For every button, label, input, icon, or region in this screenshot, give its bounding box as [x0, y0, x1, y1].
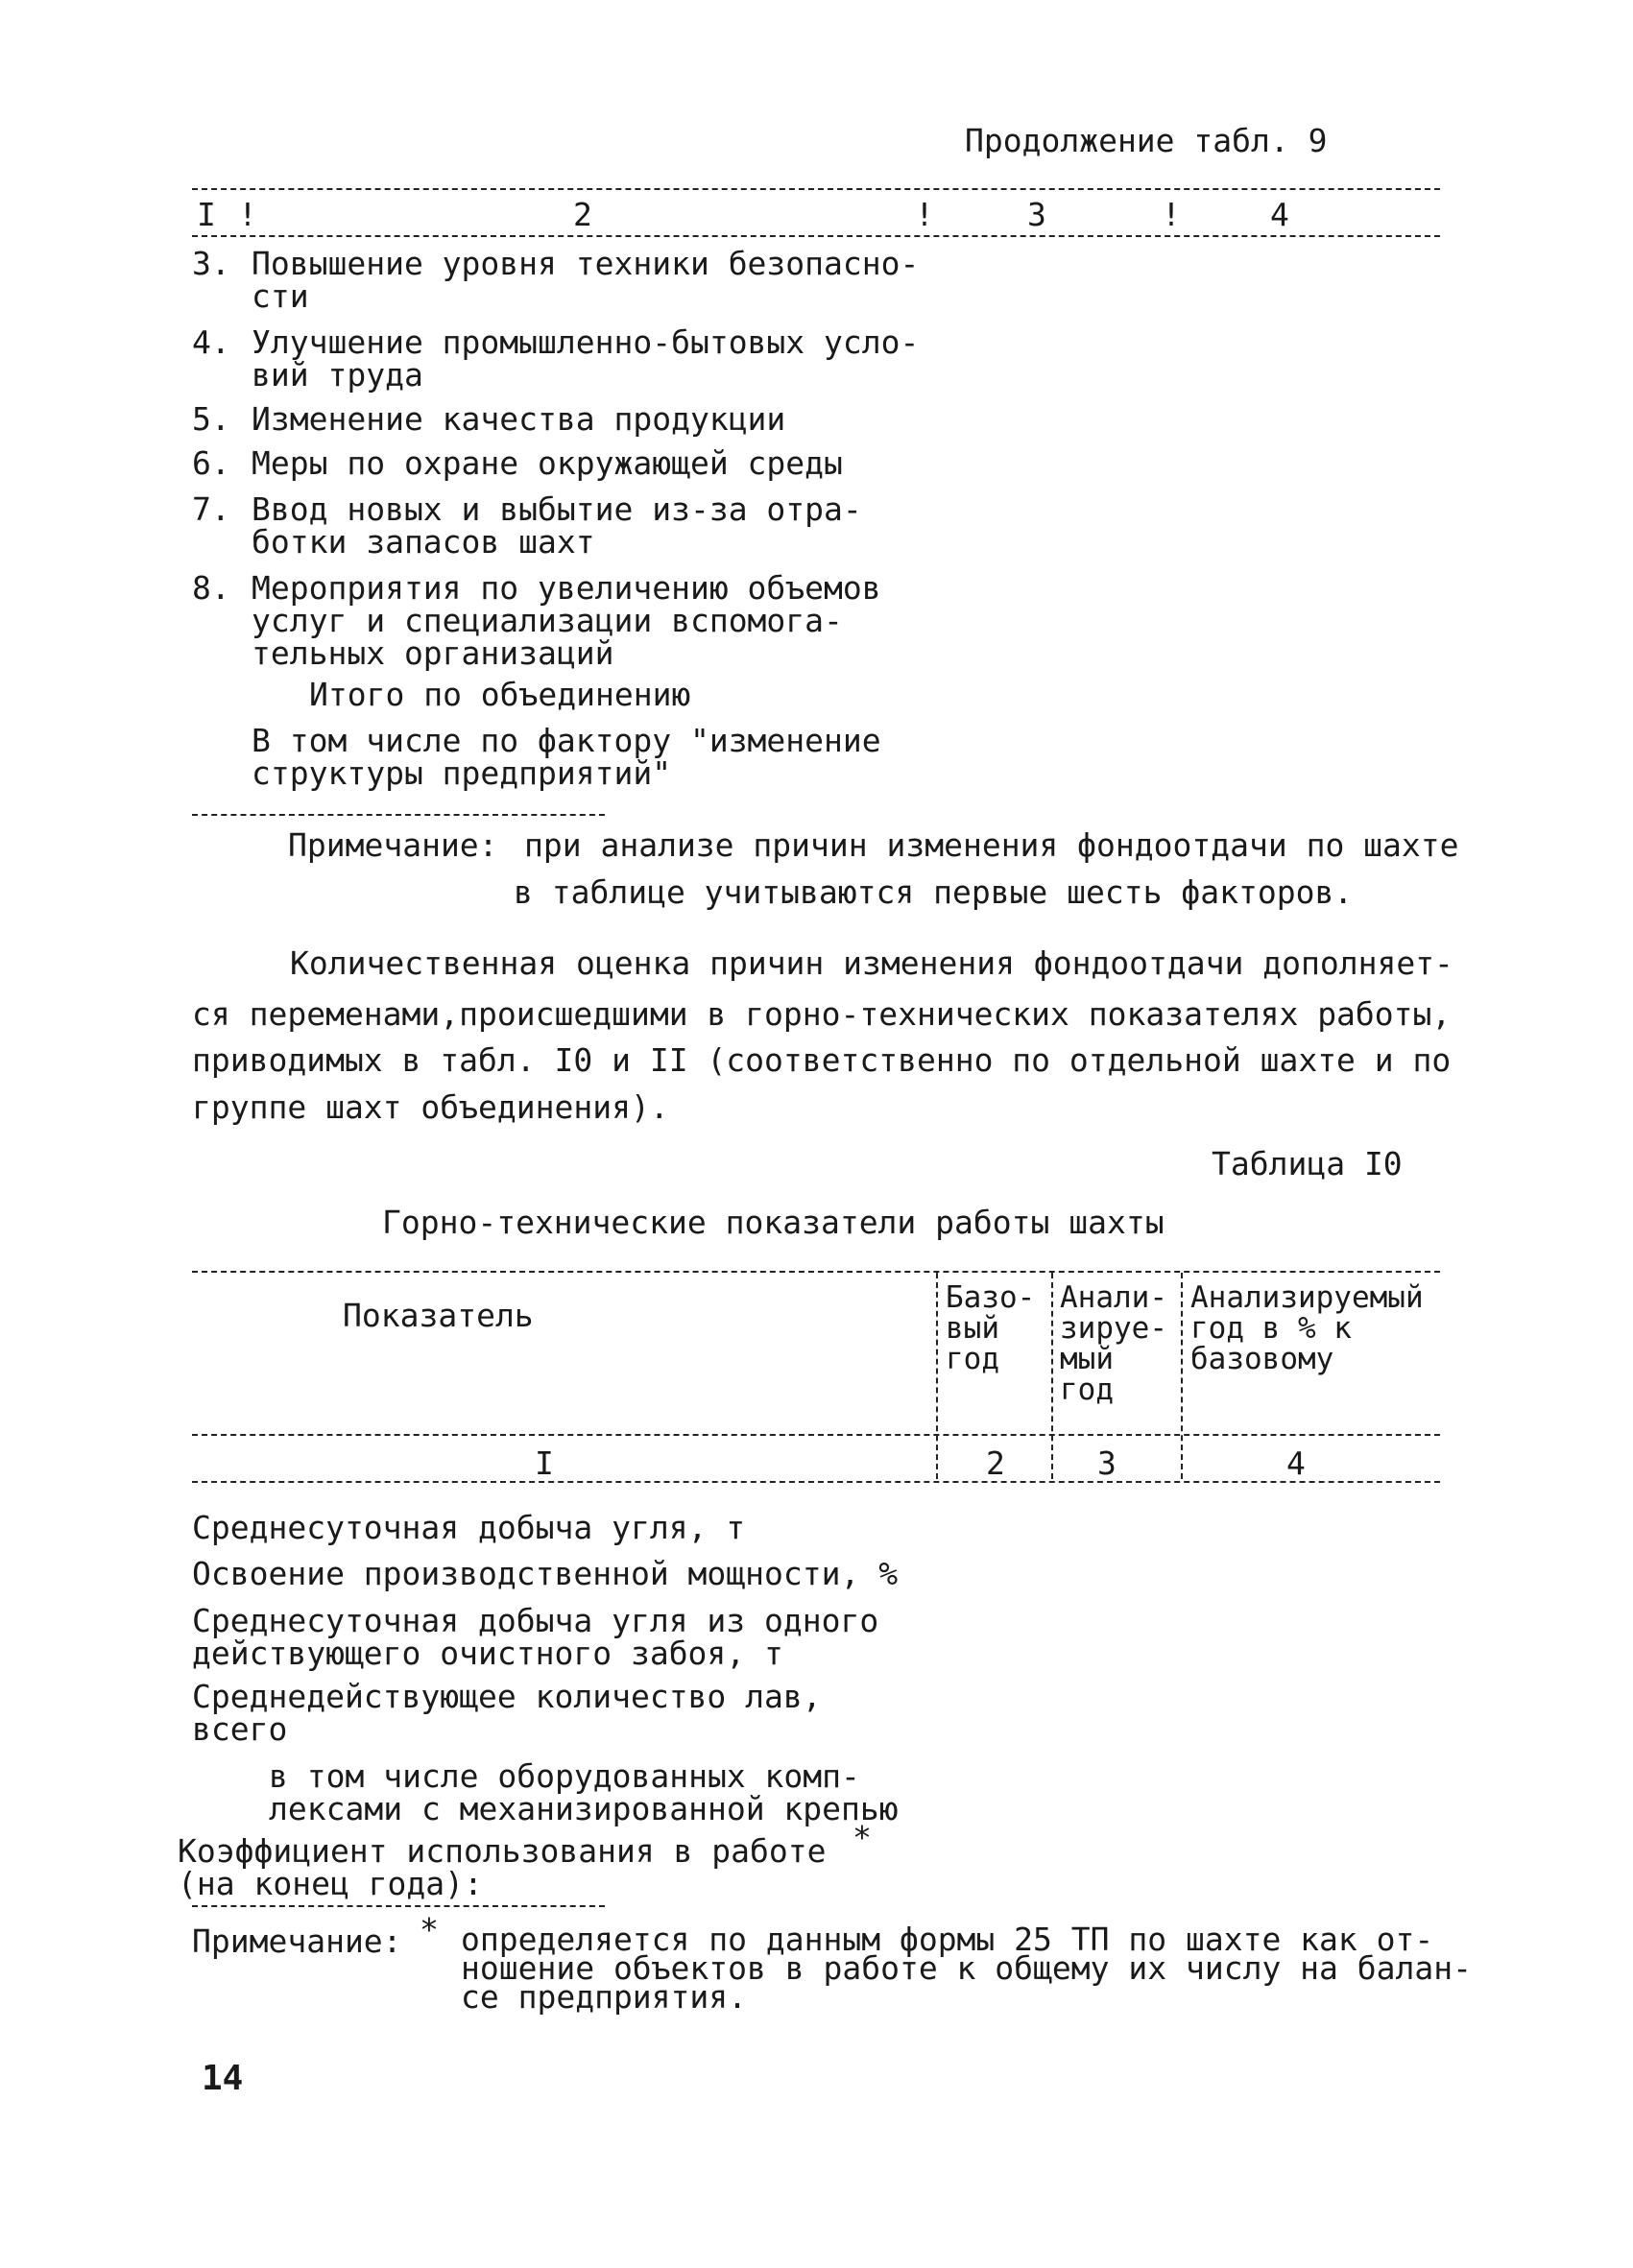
table10-col1-number: I — [535, 1444, 554, 1482]
paragraph-line: группе шахт объединения). — [192, 1088, 669, 1126]
table9-row-number: 5. — [192, 400, 230, 438]
paragraph-line: Количественная оценка причин изменения фондоотдачи дополняет- — [290, 944, 1453, 982]
table10-numbers-rule — [192, 1481, 1440, 1483]
table10-header-rule — [192, 1434, 1440, 1436]
paragraph-line: приводимых в табл. I0 и II (соответственно по отдельной шахте и по — [192, 1041, 1452, 1079]
continuation-title: Продолжение табл. 9 — [965, 122, 1328, 159]
table10-row: Освоение производственной мощности, % — [192, 1555, 899, 1592]
table9-col3-number: 3 — [1027, 196, 1046, 233]
note-text: при анализе причин изменения фондоотдачи по шахте — [524, 826, 1459, 864]
table9-row-text: Меры по охране окружающей среды — [252, 444, 843, 482]
asterisk-mark: * — [420, 1911, 439, 1948]
table10-label: Таблица I0 — [1212, 1145, 1403, 1182]
table9-col2-number: 2 — [573, 196, 592, 233]
table10-col-divider — [1051, 1273, 1053, 1479]
table10-col-divider — [936, 1273, 938, 1479]
table10-col2-number: 2 — [986, 1444, 1005, 1482]
table10-row: Среднесуточная добыча угля из одного действующего очистного забоя, т — [192, 1602, 879, 1672]
table10-col4-number: 4 — [1286, 1444, 1306, 1482]
table10-subrow: в том числе оборудованных комп- лексами с механизированной крепью — [269, 1757, 899, 1827]
table9-row-number: 6. — [192, 444, 230, 482]
note-text: в таблице учитываются первые шесть факторов. — [514, 873, 1354, 911]
table10-header-analyzed-year: Анали- зируе- мый год — [1060, 1280, 1167, 1407]
note-label: Примечание: — [288, 826, 498, 864]
table10-header-indicator: Показатель — [343, 1297, 534, 1334]
table9-header-rule — [192, 235, 1440, 237]
table9-row-text: Улучшение промышленно-бытовых усло- вий труда — [252, 323, 920, 394]
table9-col1-number: I — [197, 196, 216, 233]
page-number: 14 — [202, 2059, 244, 2098]
table10-title: Горно-технические показатели работы шахты — [382, 1204, 1165, 1241]
table10-col3-number: 3 — [1097, 1444, 1117, 1482]
footnote-rule — [192, 814, 605, 816]
table10-top-rule — [192, 1271, 1440, 1273]
table10-header-base-year: Базо- вый год — [946, 1280, 1036, 1376]
table9-top-rule — [192, 188, 1440, 190]
note-label: Примечание: — [192, 1922, 402, 1960]
table9-row-number: 4. — [192, 323, 230, 361]
table9-row-text: Повышение уровня техники безопасно- сти — [252, 245, 920, 315]
table9-row-text: Ввод новых и выбытие из-за отра- ботки запасов шахт — [252, 490, 862, 561]
asterisk-mark: * — [853, 1819, 872, 1856]
col-separator: ! — [1162, 196, 1181, 233]
paragraph-line: ся переменами,происшедшими в горно-технических показателях работы, — [192, 995, 1452, 1033]
table10-coef-row: Коэффициент использования в работе (на конец года): — [178, 1832, 827, 1902]
table9-row-number: 7. — [192, 490, 230, 528]
note-text: определяется по данным формы 25 ТП по шахте как от- ношение объектов в работе к общему их числу на балан- се предприятия. — [461, 1921, 1472, 2016]
table9-row-number: 8. — [192, 569, 230, 607]
table10-header-percent: Анализируемый год в % к базовому — [1190, 1280, 1424, 1376]
table10-row: Среднесуточная добыча угля, т — [192, 1509, 746, 1546]
table9-row-number: 3. — [192, 245, 230, 282]
table9-total: Итого по объединению — [309, 676, 691, 713]
table9-col4-number: 4 — [1270, 196, 1289, 233]
table9-row-text: Изменение качества продукции — [252, 400, 786, 438]
table9-row-text: Мероприятия по увеличению объемов услуг и специализации вспомога- тельных организаций — [252, 569, 881, 672]
col-separator: ! — [915, 196, 934, 233]
table10-col-divider — [1181, 1273, 1183, 1479]
table10-row: Среднедействующее количество лав, всего — [192, 1678, 822, 1748]
table9-including: В том числе по фактору "изменение структуры предприятий" — [252, 722, 881, 792]
col-separator: ! — [238, 196, 257, 233]
footnote-rule — [192, 1905, 605, 1907]
